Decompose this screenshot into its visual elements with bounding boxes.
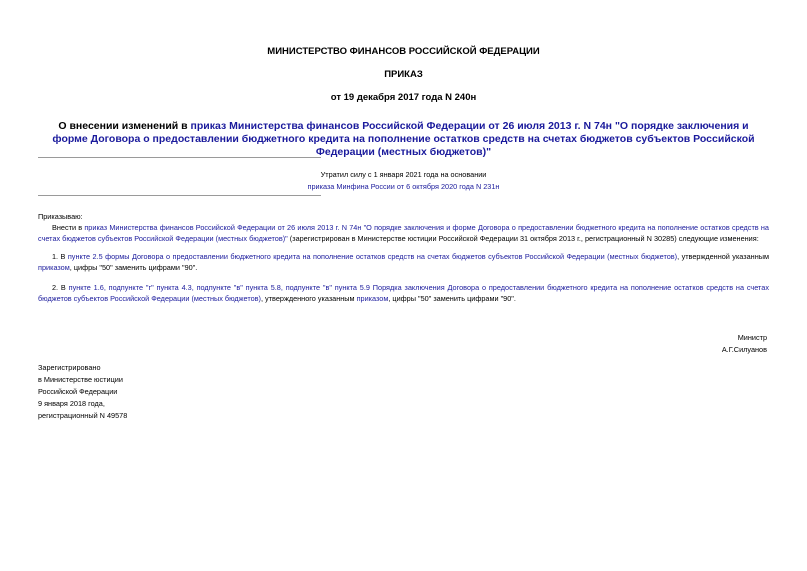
registration-line: регистрационный N 49578	[38, 411, 128, 420]
signature-block	[722, 332, 767, 356]
signature-name: А.Г.Силуанов	[721, 345, 767, 354]
divider-top	[38, 157, 321, 158]
item-2-link[interactable]: пункте 1.6, подпункте "г" пункта 4.3, подпункте "в" пункта 5.8, подпункте "в" пункта 5.9 Порядка заключения Договора о предоставлении бюджетного кредита на пополнение остатков средств на счетах бюджетов субъектов Российской Федерации (местных бюджетов)	[38, 283, 769, 303]
ministry-heading: МИНИСТЕРСТВО ФИНАНСОВ РОССИЙСКОЙ ФЕДЕРАЦИИ	[267, 46, 540, 57]
item-1-mid: , утвержденной указанным	[677, 252, 770, 261]
item-1-suffix: , цифры "50" заменить цифрами "90".	[69, 263, 198, 272]
paragraph-1	[38, 222, 769, 244]
order-body	[38, 211, 769, 244]
item-2-order-link[interactable]: приказом	[356, 294, 389, 303]
registration-line: 9 января 2018 года,	[38, 399, 105, 408]
doc-type-heading: ПРИКАЗ	[384, 69, 423, 80]
order-intro: Приказываю:	[38, 212, 83, 221]
item-1-order-link[interactable]: приказом	[38, 263, 70, 272]
status-note	[38, 169, 769, 193]
signature-position: Министр	[737, 333, 767, 342]
title-prefix: О внесении изменений в	[58, 120, 191, 132]
p1-prefix: Внести в	[52, 223, 85, 232]
item-2-mid: , утвержденного указанным	[261, 294, 357, 303]
title-order-link[interactable]: приказ Министерства финансов Российской Федерации от 26 июля 2013 г. N 74н "О порядке заключения и форме Договора о предоставлении бюджетного кредита на пополнение остатков средств на счетах бюджетов субъектов Российской Федерации (местных бюджетов)"	[52, 120, 755, 158]
document-title	[40, 120, 767, 159]
item-1-link[interactable]: пункте 2.5 формы Договора о предоставлении бюджетного кредита на пополнение остатков средств на счетах бюджетов субъектов Российской Федерации (местных бюджетов)	[67, 252, 678, 261]
status-note-line: Утратил силу с 1 января 2021 года на основании	[320, 170, 487, 179]
status-note-link[interactable]: приказа Минфина России от 6 октября 2020 года N 231н	[307, 182, 500, 191]
item-2	[38, 282, 769, 304]
item-1-prefix: 1. В	[52, 252, 68, 261]
item-1	[38, 251, 769, 273]
divider-bottom	[38, 195, 321, 196]
registration-line: Российской Федерации	[38, 387, 118, 396]
item-2-suffix: , цифры "50" заменить цифрами "90".	[388, 294, 516, 303]
registration-block	[38, 362, 127, 422]
p1-order-link[interactable]: приказ Министерства финансов Российской Федерации от 26 июля 2013 г. N 74н "О порядке заключения и форме Договора о предоставлении бюджетного кредита на пополнение остатков средств на счетах бюджетов субъектов Российской Федерации (местных бюджетов)"	[38, 223, 769, 243]
registration-line: Зарегистрировано	[38, 363, 101, 372]
date-number-heading: от 19 декабря 2017 года N 240н	[330, 92, 477, 103]
p1-suffix: (зарегистрирован в Министерстве юстиции Российской Федерации 31 октября 2013 г., регистрационный N 30285) следующие изменения:	[287, 234, 759, 243]
item-2-prefix: 2. В	[52, 283, 69, 292]
registration-line: в Министерстве юстиции	[38, 375, 123, 384]
